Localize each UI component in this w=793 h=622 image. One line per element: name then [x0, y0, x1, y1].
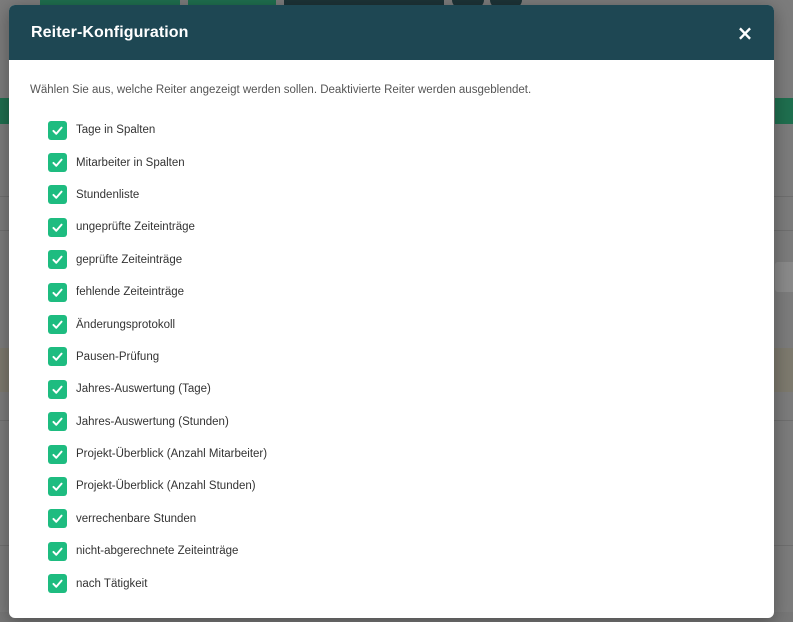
check-icon	[51, 350, 64, 363]
checkbox[interactable]	[48, 250, 67, 269]
tab-option[interactable]	[48, 146, 753, 178]
check-icon	[51, 448, 64, 461]
tab-checkbox-list	[30, 114, 753, 600]
background-button	[775, 98, 793, 124]
check-icon	[51, 545, 64, 558]
close-icon[interactable]: ×	[736, 20, 754, 45]
tab-option[interactable]	[48, 276, 753, 308]
check-icon	[51, 383, 64, 396]
check-icon	[51, 124, 64, 137]
checkbox[interactable]	[48, 477, 67, 496]
tab-option[interactable]	[48, 114, 753, 146]
checkbox[interactable]	[48, 445, 67, 464]
checkbox[interactable]	[48, 283, 67, 302]
checkbox[interactable]	[48, 380, 67, 399]
checkbox[interactable]	[48, 315, 67, 334]
check-icon	[51, 286, 64, 299]
modal-title: Reiter-Konfiguration	[31, 23, 189, 41]
background-input	[775, 262, 793, 292]
tab-option-label[interactable]: Projekt-Überblick (Anzahl Stunden)	[76, 480, 256, 493]
tab-option-label[interactable]: geprüfte Zeiteinträge	[76, 253, 183, 266]
tab-option[interactable]	[48, 373, 753, 405]
tab-option[interactable]	[48, 470, 753, 502]
tab-option[interactable]	[48, 406, 753, 438]
tab-option[interactable]	[48, 244, 753, 276]
tab-option-label[interactable]: Pausen-Prüfung	[76, 350, 160, 363]
tab-option[interactable]	[48, 438, 753, 470]
checkbox[interactable]	[48, 542, 67, 561]
checkbox[interactable]	[48, 412, 67, 431]
tab-option-label[interactable]: nach Tätigkeit	[76, 577, 148, 590]
tab-option[interactable]	[48, 308, 753, 340]
check-icon	[51, 156, 64, 169]
checkbox[interactable]	[48, 509, 67, 528]
tab-config-modal	[9, 5, 774, 618]
tab-option-label[interactable]: Jahres-Auswertung (Tage)	[76, 383, 211, 396]
modal-body	[9, 60, 774, 600]
tab-option-label[interactable]: ungeprüfte Zeiteinträge	[76, 221, 195, 234]
tab-option[interactable]	[48, 179, 753, 211]
tab-option-label[interactable]: Mitarbeiter in Spalten	[76, 156, 185, 169]
tab-option[interactable]	[48, 535, 753, 567]
checkbox[interactable]	[48, 121, 67, 140]
modal-description: Wählen Sie aus, welche Reiter angezeigt werden sollen. Deaktivierte Reiter werden ausgeblendet.	[30, 84, 532, 96]
check-icon	[51, 577, 64, 590]
tab-option[interactable]	[48, 211, 753, 243]
checkbox[interactable]	[48, 218, 67, 237]
tab-option-label[interactable]: fehlende Zeiteinträge	[76, 286, 185, 299]
check-icon	[51, 188, 64, 201]
tab-option-label[interactable]: Stundenliste	[76, 188, 140, 201]
checkbox[interactable]	[48, 153, 67, 172]
tab-option-label[interactable]: Änderungsprotokoll	[76, 318, 176, 331]
tab-option-label[interactable]: Jahres-Auswertung (Stunden)	[76, 415, 229, 428]
tab-option-label[interactable]: Tage in Spalten	[76, 124, 156, 137]
tab-option-label[interactable]: nicht-abgerechnete Zeiteinträge	[76, 545, 239, 558]
tab-option-label[interactable]: verrechenbare Stunden	[76, 512, 197, 525]
check-icon	[51, 318, 64, 331]
tab-option-label[interactable]: Projekt-Überblick (Anzahl Mitarbeiter)	[76, 448, 268, 461]
checkbox[interactable]	[48, 347, 67, 366]
checkbox[interactable]	[48, 574, 67, 593]
check-icon	[51, 480, 64, 493]
tab-option[interactable]	[48, 341, 753, 373]
check-icon	[51, 415, 64, 428]
tab-option[interactable]	[48, 567, 753, 599]
checkbox[interactable]	[48, 185, 67, 204]
check-icon	[51, 221, 64, 234]
modal-header	[9, 5, 774, 60]
tab-option[interactable]	[48, 503, 753, 535]
check-icon	[51, 253, 64, 266]
check-icon	[51, 512, 64, 525]
